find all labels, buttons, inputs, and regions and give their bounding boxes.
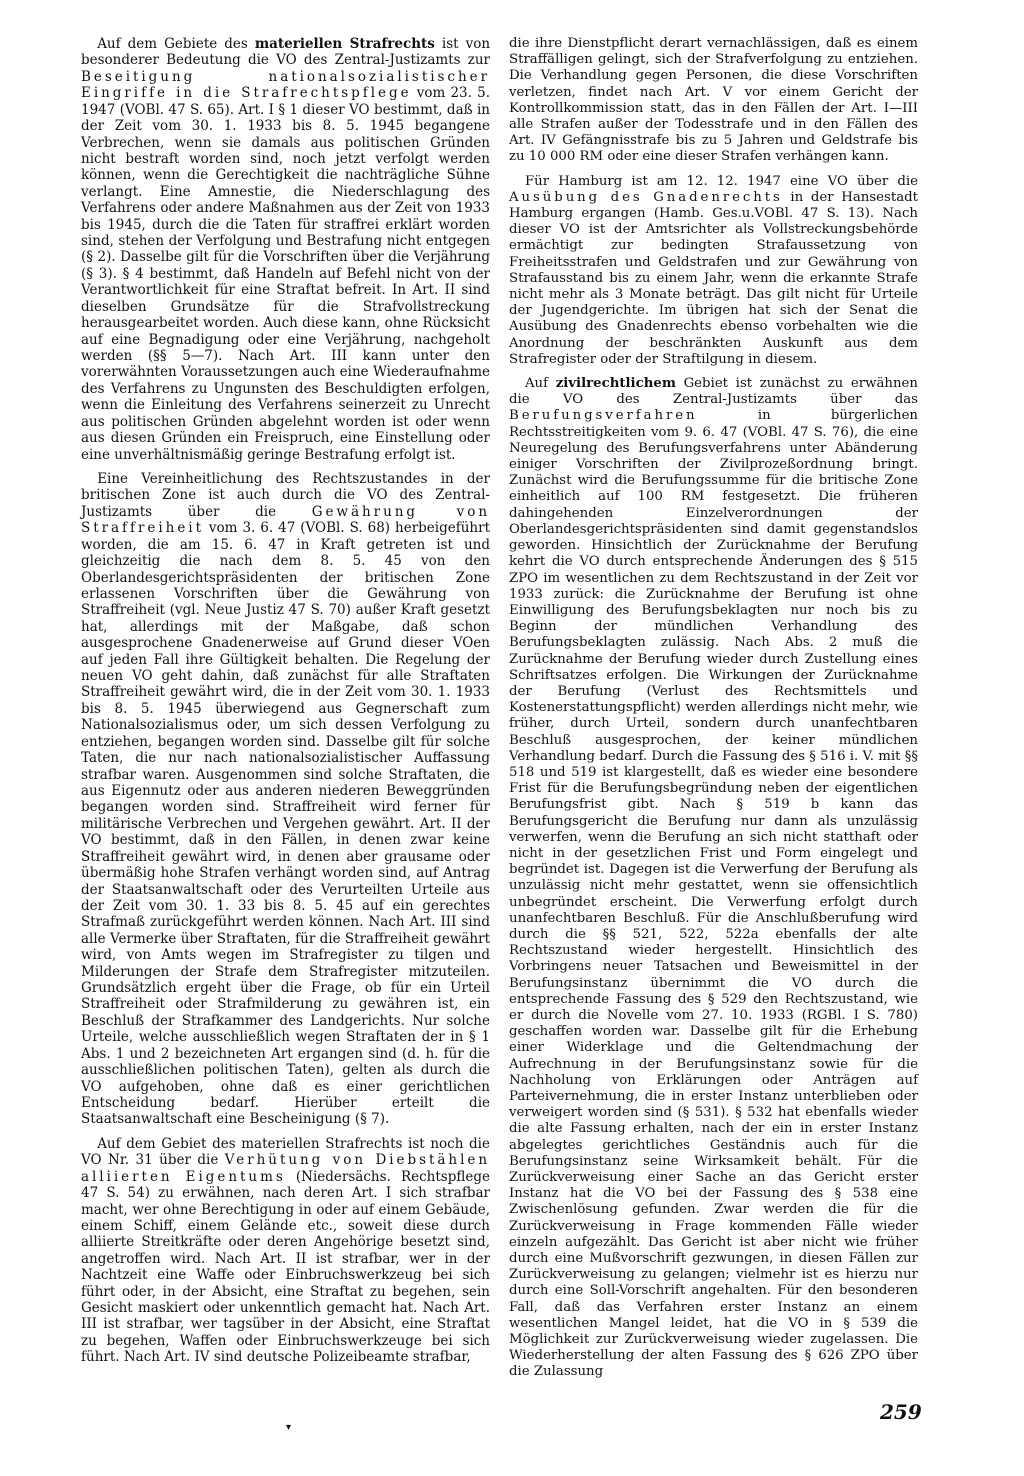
- spaced-title: Gewährung von Straffreiheit: [81, 503, 490, 537]
- text-run: Gebiet ist zunächst zu erwähnen die VO des Zentral-Justizamts über das: [509, 376, 918, 408]
- left-paragraph-3: [81, 1136, 490, 1366]
- page-number: 259: [880, 1400, 922, 1424]
- spaced-title: Beseitigung nationalsozialistischer Eingriffe in die Strafrechtspflege: [81, 68, 490, 102]
- left-column: [81, 36, 490, 1374]
- bold-term: materiellen Strafrechts: [254, 36, 435, 52]
- spaced-title: Ausübung des Gnadenrechts: [509, 189, 783, 205]
- text-run: in der Hansestadt Hamburg ergangen (Hamb. Ges.u.VOBl. 47 S. 13). Nach dieser VO ist der Amtsrichter als Vollstreckungsbehörde ermächtigt zur bedingten Strafaussetzung von Freiheitsstrafen und Geldstrafen und zur Gewährung von Strafausstand bis zu einem Jahr, wenn die erkannte Strafe nicht mehr als 3 Monate beträgt. Das gilt nicht für Urteile der Jugendgerichte. Im übrigen hat sich der Senat die Ausübung des Gnadenrechts ebenso vorbehalten wie die Anordnung der beschränkten Auskunft aus dem Strafregister oder der Straftilgung in diesem.: [509, 189, 918, 367]
- left-paragraph-2: [81, 471, 490, 1128]
- bold-term: zivilrechtlichem: [555, 376, 676, 392]
- right-paragraph-3: [509, 376, 918, 1381]
- right-column: [509, 36, 918, 1389]
- text-run: vom 3. 6. 47 (VOBl. S. 68) herbeigeführt worden, die am 15. 6. 47 in Kraft getreten ist und gleichzeitig die nach dem 8. 5. 45 von den Oberlandesgerichtspräsidenten der britischen Zone erlassenen Vorschriften über die Gewährung von Straffreiheit (vgl. Neue Justiz 47 S. 70) außer Kraft gesetzt hat, allerdings mit der Maßgabe, daß schon ausgesprochene Gnadenerweise auf Grund dieser VOen auf jeden Fall ihre Gültigkeit behalten. Die Regelung der neuen VO geht dahin, daß zunächst für alle Straftaten Straffreiheit gewährt wird, die in der Zeit vom 30. 1. 1933 bis 8. 5. 1945 überwiegend aus Gegnerschaft zum Nationalsozialismus oder, um sich dessen Verfolgung zu entziehen, begangen worden sind. Dasselbe gilt für solche Taten, die nur nach nationalsozialistischer Auffassung strafbar waren. Ausgenommen sind solche Straftaten, die aus Eigennutz oder aus anderen niederen Beweggründen begangen worden sind. Straffreiheit wird ferner für militärische Verbrechen und Vergehen gewährt. Art. II der VO bestimmt, daß in den Fällen, in denen zwar keine Straffreiheit gewährt wird, in denen aber grausame oder übermäßig hohe Strafen verhängt worden sind, auf Antrag der Staatsanwaltschaft oder des Verurteilten Urteile aus der Zeit vom 30. 1. 33 bis 8. 5. 45 auf ein gerechtes Strafmaß zurückgeführt werden können. Nach Art. III sind alle Vermerke über Straftaten, für die Straffreiheit gewährt wird, von Amts wegen im Strafregister zu tilgen und Milderungen der Strafe dem Strafregister mitzuteilen. Grundsätzlich ergeht über die Frage, ob für ein Urteil Straffreiheit oder Strafmilderung zu gewähren ist, ein Beschluß der Strafkammer des Landgerichts. Nur solche Urteile, welche ausschließlich wegen Straftaten der in § 1 Abs. 1 und 2 bezeichneten Art ergangen sind (d. h. für die ausschließlichen politischen Taten), gelten als durch die VO aufgehoben, ohne daß es einer gerichtlichen Entscheidung bedarf. Hierüber erteilt die Staatsanwaltschaft eine Bescheinigung (§ 7).: [81, 520, 490, 1128]
- text-run: Für Hamburg ist am 12. 12. 1947 eine VO über die: [524, 173, 918, 189]
- text-run: Eine Vereinheitlichung des Rechtszustandes in der britischen Zone ist auch durch die VO des Zentral-Justizamts über die: [81, 470, 490, 520]
- spaced-title: Verhütung von Diebstählen alliierten Eigentums: [81, 1152, 490, 1185]
- text-run: Auf dem Gebiete des: [97, 36, 255, 52]
- text-run: vom 23. 5. 1947 (VOBl. 47 S. 65). Art. I § 1 dieser VO bestimmt, daß in der Zeit vom 30. 1. 1933 bis 8. 5. 1945 begangene Verbrechen, wenn sie damals aus politischen Gründen nicht bestraft worden sind, noch jetzt verfolgt werden können, wenn die Gerechtigkeit die nachträgliche Sühne verlangt. Eine Amnestie, die Niederschlagung des Verfahrens oder andere Maßnahmen aus der Zeit von 1933 bis 1945, durch die die Taten für straffrei erklärt worden sind, stehen der Verfolgung und Bestrafung nicht entgegen (§ 2). Dasselbe gilt für die Vorschriften über die Verjährung (§ 3). § 4 bestimmt, daß Handeln auf Befehl nicht von der Verantwortlichkeit für eine Straftat befreit. In Art. II sind dieselben Grundsätze für die Strafvollstreckung herausgearbeitet worden. Auch diese kann, ohne Rücksicht auf eine Begnadigung oder eine Verjährung, nachgeholt werden (§§ 5—7). Nach Art. III kann unter den vorerwähnten Voraussetzungen auch eine Wiederaufnahme des Verfahrens zu Ungunsten des Beschuldigten erfolgen, wenn die Einleitung des Verfahrens seinerzeit zu Unrecht aus politischen Gründen abgelehnt worden ist oder wenn aus diesen Gründen ein Freispruch, eine Einstellung oder eine unverhältnismäßig geringe Bestrafung erfolgt ist.: [81, 85, 490, 463]
- text-run: ist von besonderer Bedeutung die VO des Zentral-Justizamts zur: [81, 36, 491, 69]
- print-mark: ▾: [286, 1422, 292, 1433]
- text-run: Auf: [524, 376, 556, 392]
- text-run: in bürgerlichen Rechtsstreitigkeiten vom 9. 6. 47 (VOBl. 47 S. 76), die eine Neuregelung des Berufungsverfahrens unter Abänderung einiger Vorschriften der Zivilprozeßordnung bringt. Zunächst wird die Berufungssumme für die britische Zone einheitlich auf 100 RM festgesetzt. Die früheren dahingehenden Einzelverordnungen der Oberlandesgerichtspräsidenten sind damit gegenstandslos geworden. Hinsichtlich der Zurücknahme der Berufung kehrt die VO durch entsprechende Änderungen des § 515 ZPO im wesentlichen zu dem Rechtszustand in der Zeit vor 1933 zurück: die Zurücknahme der Berufung ist ohne Einwilligung des Berufungsbeklagten nur noch bis zu Beginn der mündlichen Verhandlung des Berufungsbeklagten zulässig. Nach Abs. 2 muß die Zurücknahme der Berufung wieder durch Zustellung eines Schriftsatzes erfolgen. Die Wirkungen der Zurücknahme der Berufung (Verlust des Rechtsmittels und Kostenerstattungspflicht) werden allerdings nicht mehr, wie früher, durch Urteil, sondern durch unanfechtbaren Beschluß ausgesprochen, der keiner mündlichen Verhandlung bedarf. Durch die Fassung des § 516 i. V. mit §§ 518 und 519 ist klargestellt, daß es wieder eine besondere Frist für die Berufungsbegründung neben der eigentlichen Berufungsfrist gibt. Nach § 519 b kann das Berufungsgericht die Berufung nur dann als unzulässig verwerfen, wenn die Berufung an sich nicht statthaft oder nicht in der gesetzlichen Frist und Form eingelegt und begründet ist. Dagegen ist die Verwerfung der Berufung als unzulässig nicht mehr gestattet, wenn sie offensichtlich unbegründet erscheint. Die Verwerfung erfolgt durch unanfechtbaren Beschluß. Für die Anschlußberufung wird durch die §§ 521, 522, 522a ebenfalls der alte Rechtszustand wieder hergestellt. Hinsichtlich des Vorbringens neuer Tatsachen und Beweismittel in der Berufungsinstanz übernimmt die VO durch die entsprechende Fassung des § 529 den Rechtszustand, wie er durch die Novelle vom 27. 10. 1933 (RGBl. I S. 780) geschaffen worden war. Dasselbe gilt für die Erhebung einer Widerklage und die Geltendmachung der Aufrechnung in der Berufungsinstanz sowie für die Nachholung von Erklärungen oder Anträgen auf Parteivernehmung, die in erster Instanz unterblieben oder verweigert worden sind (§ 531). § 532 hat ebenfalls wieder die alte Fassung erhalten, nach der ein in erster Instanz abgelegtes gerichtliches Geständnis auch für die Berufungsinstanz seine Wirksamkeit behält. Für die Zurückverweisung einer Sache an das Gericht erster Instanz hat die VO bei der Fassung des § 538 eine Zwischenlösung gefunden. Zwar werden die für die Zurückverweisung in Frage kommenden Fälle wieder einzeln aufgezählt. Das Gericht ist aber nicht wie früher durch eine Mußvorschrift gezwungen, in diesen Fällen zur Zurückverweisung zu gelangen; vielmehr ist es hierzu nur durch eine Soll-Vorschrift angehalten. Für den besonderen Fall, daß das Verfahren erster Instanz an einem wesentlichen Mangel leidet, hat die VO in § 539 die Möglichkeit zur Zurückverweisung wieder zugelassen. Die Wiederherstellung der alten Fassung des § 626 ZPO über die Zulassung: [509, 408, 918, 1380]
- text-run: Auf dem Gebiet des materiellen Strafrechts ist noch die VO Nr. 31 über die: [81, 1135, 490, 1169]
- left-paragraph-1: [81, 36, 490, 463]
- right-paragraph-2: [509, 174, 918, 368]
- right-paragraph-1: die ihre Dienstpflicht derart vernachlässigen, daß es einem Straffälligen gelingt, sich der Strafverfolgung zu entziehen. Die Verhandlung gegen Personen, die diese Vorschriften verletzen, findet nach Art. V vor einem Gericht der Kontrollkommission statt, das in den Fällen der Art. I—III alle Strafen außer der Todesstrafe und in den Fällen des Art. IV Gefängnisstrafe bis zu 5 Jahren und Geldstrafe bis zu 10 000 RM oder eine dieser Strafen verhängen kann.: [509, 36, 918, 165]
- text-run: (Niedersächs. Rechtspflege 47 S. 54) zu erwähnen, nach deren Art. I sich strafbar macht, wer ohne Berechtigung in oder auf einem Gebäude, einem Schiff, einem Gelände etc., soweit diese durch alliierte Streitkräfte oder deren Angehörige besetzt sind, angetroffen wird. Nach Art. II ist strafbar, wer in der Nachtzeit eine Waffe oder Einbruchswerkzeug bei sich führt oder, in der Absicht, eine Straftat zu begehen, sein Gesicht maskiert oder unkenntlich gemacht hat. Nach Art. III ist strafbar, wer tagsüber in der Absicht, eine Straftat zu begehen, Waffen oder Einbruchswerkzeuge bei sich führt. Nach Art. IV sind deutsche Polizeibeamte strafbar,: [81, 1168, 490, 1366]
- spaced-title: Berufungsverfahren: [509, 408, 698, 424]
